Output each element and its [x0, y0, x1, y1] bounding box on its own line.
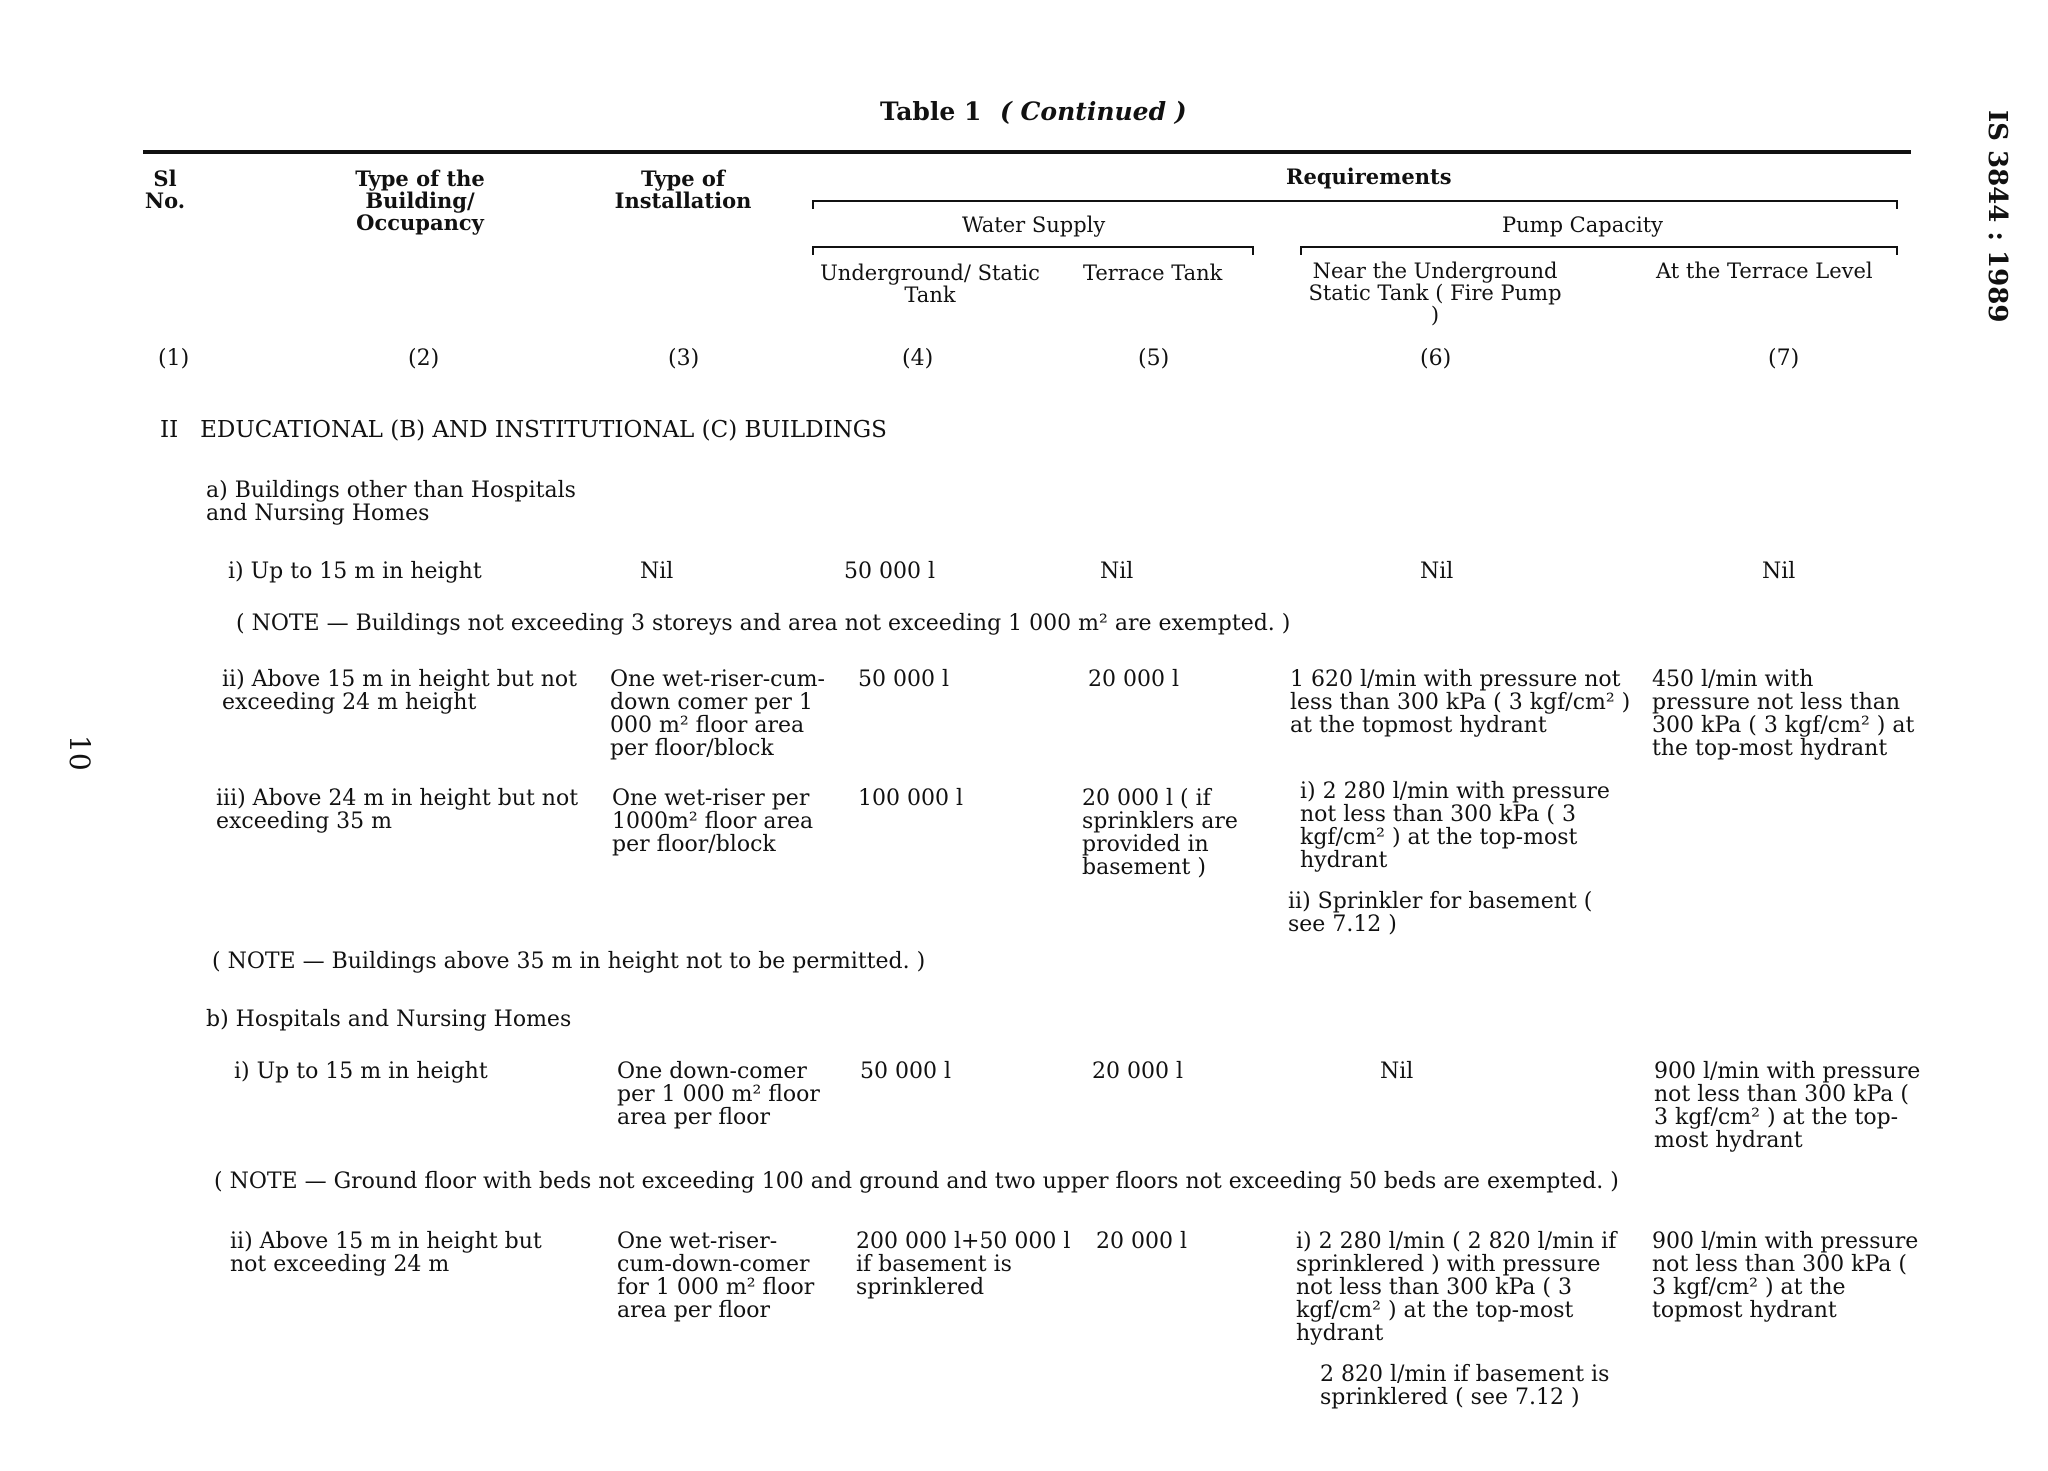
row-a1-terrace: Nil	[1100, 559, 1134, 584]
table-title: Table 1	[880, 97, 982, 126]
row-b2-terrace: 20 000 l	[1096, 1229, 1188, 1254]
row-a3-near-ii: ii) Sprinkler for basement ( see 7.12 )	[1288, 889, 1593, 937]
col-number-3: (3)	[668, 346, 700, 371]
section-heading: II EDUCATIONAL (B) AND INSTITUTIONAL (C) BUILDINGS	[160, 417, 887, 443]
header-type-installation: Type of Installation	[614, 166, 752, 213]
col-number-1: (1)	[158, 346, 190, 371]
note-2: ( NOTE — Buildings above 35 m in height not to be permitted. )	[212, 949, 926, 974]
requirements-brace	[812, 200, 1898, 210]
pump-capacity-brace	[1300, 246, 1898, 256]
row-b2-near-extra: 2 820 l/min if basement is sprinklered ( see 7.12 )	[1320, 1362, 1610, 1410]
header-type-building: Type of the Building/ Occupancy	[355, 166, 485, 235]
row-b2-near-i: i) 2 280 l/min ( 2 820 l/min if sprinklered ) with pressure not less than 300 kPa ( 3 kgf/cm² ) at the top-most hydrant	[1296, 1229, 1617, 1346]
page-number: 10	[63, 735, 96, 771]
header-underground-tank: Underground/ Static Tank	[820, 261, 1040, 307]
row-a2-near: 1 620 l/min with pressure not less than 300 kPa ( 3 kgf/cm² ) at the topmost hydrant	[1290, 667, 1631, 738]
col-number-5: (5)	[1138, 346, 1170, 371]
row-b2-terrace-level: 900 l/min with pressure not less than 300 kPa ( 3 kgf/cm² ) at the topmost hydrant	[1652, 1229, 1919, 1323]
row-a1-installation: Nil	[640, 559, 674, 584]
row-a3-underground: 100 000 l	[858, 786, 964, 811]
row-a2-terrace-level: 450 l/min with pressure not less than 300 kPa ( 3 kgf/cm² ) at the top-most hydrant	[1652, 667, 1915, 761]
row-a2-terrace: 20 000 l	[1088, 667, 1180, 692]
note-1: ( NOTE — Buildings not exceeding 3 storeys and area not exceeding 1 000 m² are exempted. )	[236, 611, 1291, 636]
row-b1-installation: One down-comer per 1 000 m² floor area per floor	[617, 1059, 820, 1130]
header-terrace-level: At the Terrace Level	[1656, 259, 1873, 283]
table-continued: ( Continued )	[1000, 97, 1187, 126]
water-supply-brace	[812, 246, 1254, 256]
row-b1-near: Nil	[1380, 1059, 1414, 1084]
row-a1-near: Nil	[1420, 559, 1454, 584]
row-b2-installation: One wet-riser-cum-down-comer for 1 000 m² floor area per floor	[617, 1229, 815, 1323]
row-a1-type: i) Up to 15 m in height	[228, 559, 482, 584]
header-requirements: Requirements	[1286, 164, 1452, 189]
row-a2-type: ii) Above 15 m in height but not exceeding 24 m height	[222, 667, 577, 715]
row-b1-terrace-level: 900 l/min with pressure not less than 300 kPa ( 3 kgf/cm² ) at the top-most hydrant	[1654, 1059, 1921, 1153]
header-water-supply: Water Supply	[962, 213, 1106, 237]
top-rule	[143, 150, 1911, 154]
col-number-6: (6)	[1420, 346, 1452, 371]
header-pump-capacity: Pump Capacity	[1502, 213, 1664, 237]
col-number-4: (4)	[902, 346, 934, 371]
subsection-a: a) Buildings other than Hospitals and Nursing Homes	[206, 478, 576, 526]
header-sl-no: Sl No.	[144, 166, 186, 213]
row-a1-underground: 50 000 l	[844, 559, 936, 584]
row-b1-terrace: 20 000 l	[1092, 1059, 1184, 1084]
row-a3-near-i: i) 2 280 l/min with pressure not less than 300 kPa ( 3 kgf/cm² ) at the top-most hydrant	[1300, 779, 1610, 873]
note-3: ( NOTE — Ground floor with beds not exceeding 100 and ground and two upper floors not exceeding 50 beds are exempted. )	[214, 1169, 1619, 1194]
row-b1-type: i) Up to 15 m in height	[234, 1059, 488, 1084]
row-a3-terrace: 20 000 l ( if sprinklers are provided in basement )	[1082, 786, 1238, 880]
side-standard-code: IS 3844 : 1989	[1982, 110, 2012, 323]
row-a3-installation: One wet-riser per 1000m² floor area per floor/block	[612, 786, 814, 857]
row-a3-type: iii) Above 24 m in height but not exceeding 35 m	[216, 786, 579, 834]
header-terrace-tank: Terrace Tank	[1083, 261, 1223, 285]
row-b2-type: ii) Above 15 m in height but not exceeding 24 m	[230, 1229, 542, 1277]
row-a2-installation: One wet-riser-cum-down comer per 1 000 m² floor area per floor/block	[610, 667, 825, 761]
row-a1-terrace-level: Nil	[1762, 559, 1796, 584]
row-b2-underground: 200 000 l+50 000 l if basement is sprinklered	[856, 1229, 1071, 1300]
subsection-b: b) Hospitals and Nursing Homes	[206, 1007, 572, 1032]
row-b1-underground: 50 000 l	[860, 1059, 952, 1084]
col-number-7: (7)	[1768, 346, 1800, 371]
col-number-2: (2)	[408, 346, 440, 371]
row-a2-underground: 50 000 l	[858, 667, 950, 692]
header-near-underground: Near the Underground Static Tank ( Fire Pump )	[1308, 259, 1562, 327]
